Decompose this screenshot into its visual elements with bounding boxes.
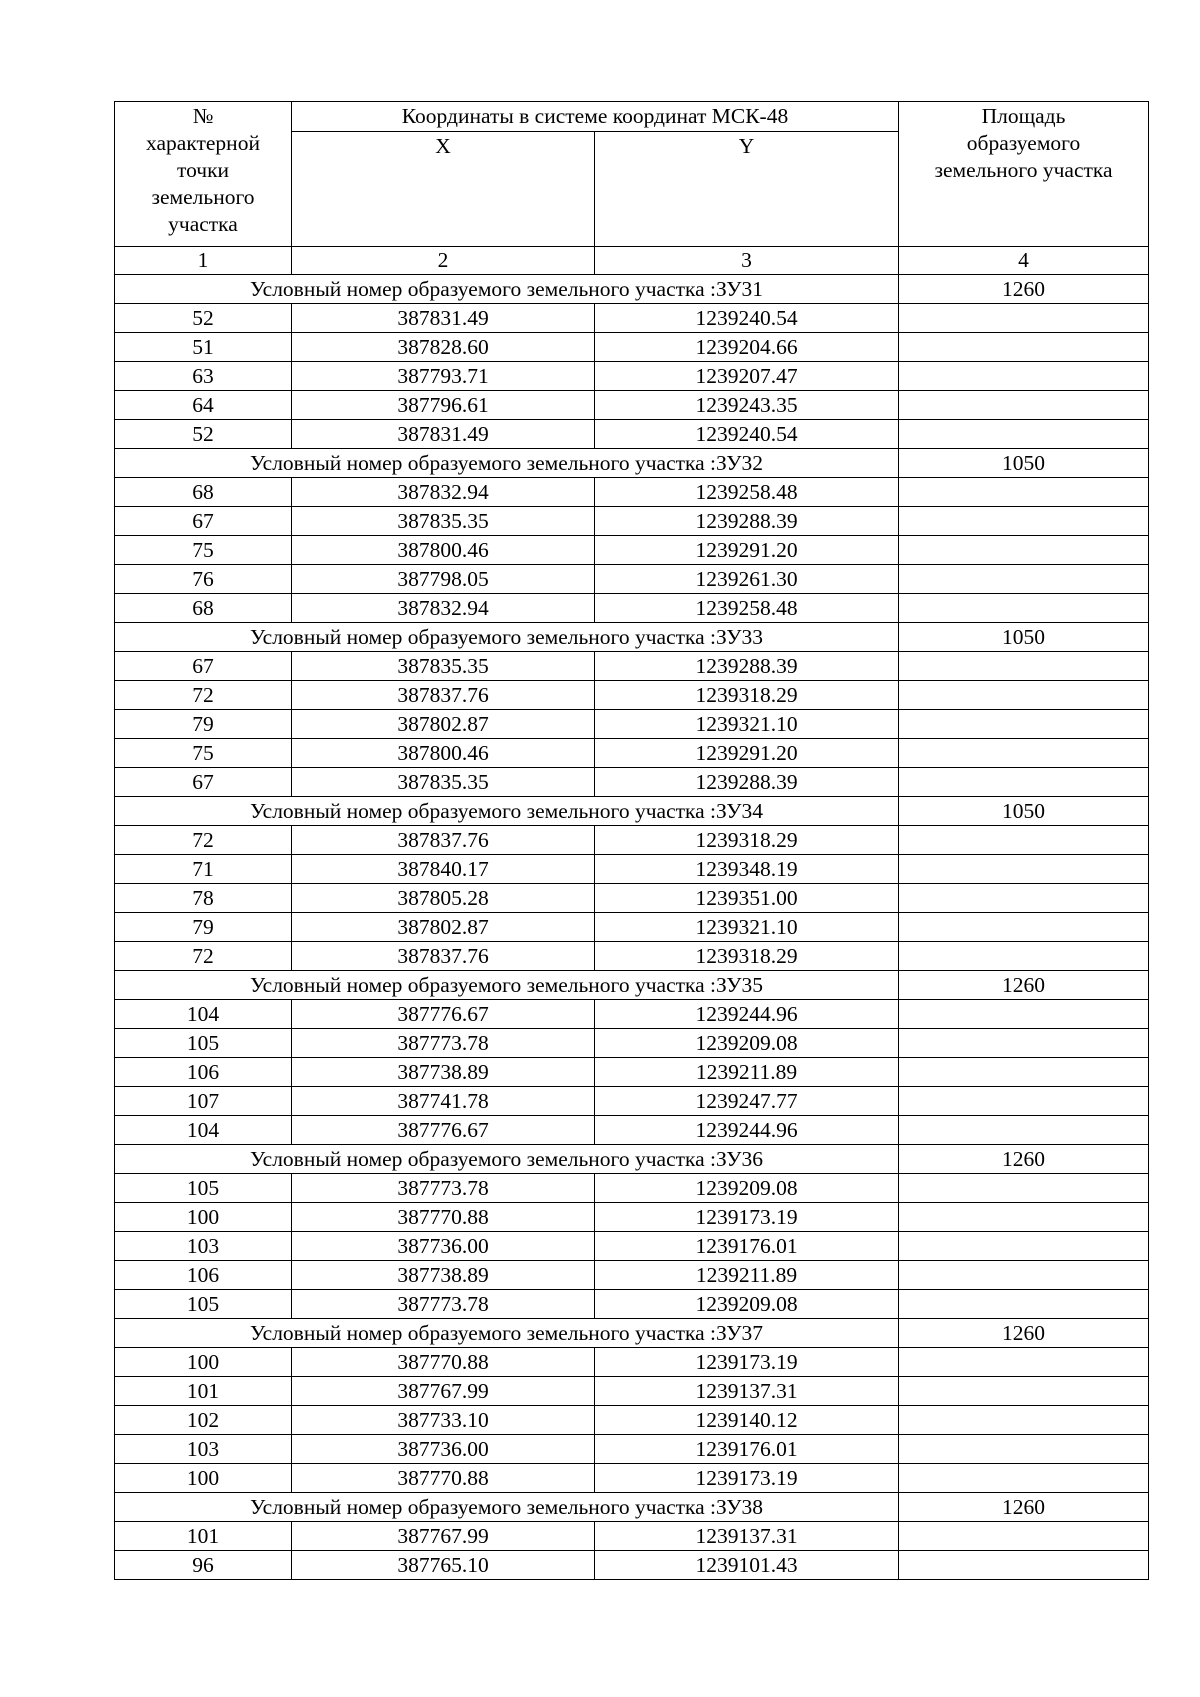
point-number: 72 <box>115 942 292 971</box>
group-label: Условный номер образуемого земельного участка :ЗУ36 <box>115 1145 899 1174</box>
x-coordinate: 387770.88 <box>292 1203 595 1232</box>
area-cell-empty <box>899 1522 1149 1551</box>
x-coordinate: 387805.28 <box>292 884 595 913</box>
x-coordinate: 387831.49 <box>292 420 595 449</box>
header-coordinates: Координаты в системе координат МСК-48 <box>292 102 899 132</box>
table-row <box>115 1203 1149 1232</box>
y-coordinate: 1239318.29 <box>595 681 899 710</box>
y-coordinate: 1239348.19 <box>595 855 899 884</box>
point-number: 72 <box>115 681 292 710</box>
table-row <box>115 1551 1149 1580</box>
x-coordinate: 387733.10 <box>292 1406 595 1435</box>
y-coordinate: 1239209.08 <box>595 1290 899 1319</box>
header-point-line: характерной <box>146 131 260 155</box>
x-coordinate: 387738.89 <box>292 1058 595 1087</box>
y-coordinate: 1239243.35 <box>595 391 899 420</box>
y-coordinate: 1239288.39 <box>595 652 899 681</box>
y-coordinate: 1239291.20 <box>595 739 899 768</box>
group-area: 1260 <box>899 1319 1149 1348</box>
y-coordinate: 1239140.12 <box>595 1406 899 1435</box>
group-row <box>115 971 1149 1000</box>
table-row <box>115 768 1149 797</box>
table-row <box>115 420 1149 449</box>
table-row <box>115 304 1149 333</box>
table-row <box>115 1058 1149 1087</box>
x-coordinate: 387802.87 <box>292 710 595 739</box>
x-coordinate: 387837.76 <box>292 942 595 971</box>
table-row <box>115 855 1149 884</box>
point-number: 75 <box>115 739 292 768</box>
point-number: 103 <box>115 1232 292 1261</box>
group-row <box>115 623 1149 652</box>
group-row <box>115 1493 1149 1522</box>
x-coordinate: 387832.94 <box>292 478 595 507</box>
header-area-line: образуемого <box>966 131 1081 155</box>
y-coordinate: 1239176.01 <box>595 1232 899 1261</box>
x-coordinate: 387776.67 <box>292 1116 595 1145</box>
point-number: 100 <box>115 1203 292 1232</box>
y-coordinate: 1239288.39 <box>595 768 899 797</box>
group-row <box>115 797 1149 826</box>
area-cell-empty <box>899 1261 1149 1290</box>
y-coordinate: 1239244.96 <box>595 1116 899 1145</box>
area-cell-empty <box>899 333 1149 362</box>
area-cell-empty <box>899 1348 1149 1377</box>
y-coordinate: 1239101.43 <box>595 1551 899 1580</box>
area-cell-empty <box>899 855 1149 884</box>
group-row <box>115 275 1149 304</box>
table-row <box>115 507 1149 536</box>
point-number: 100 <box>115 1464 292 1493</box>
point-number: 71 <box>115 855 292 884</box>
header-point-line: точки <box>176 158 230 182</box>
area-cell-empty <box>899 1464 1149 1493</box>
point-number: 106 <box>115 1261 292 1290</box>
coordinates-table-body <box>115 102 1149 1580</box>
table-row <box>115 478 1149 507</box>
y-coordinate: 1239244.96 <box>595 1000 899 1029</box>
point-number: 103 <box>115 1435 292 1464</box>
table-row <box>115 594 1149 623</box>
group-area: 1260 <box>899 275 1149 304</box>
group-label: Условный номер образуемого земельного участка :ЗУ32 <box>115 449 899 478</box>
point-number: 107 <box>115 1087 292 1116</box>
table-row <box>115 391 1149 420</box>
table-row <box>115 1290 1149 1319</box>
area-cell-empty <box>899 1116 1149 1145</box>
area-cell-empty <box>899 1551 1149 1580</box>
x-coordinate: 387767.99 <box>292 1522 595 1551</box>
area-cell-empty <box>899 1435 1149 1464</box>
point-number: 64 <box>115 391 292 420</box>
area-cell-empty <box>899 942 1149 971</box>
point-number: 101 <box>115 1377 292 1406</box>
table-row <box>115 1522 1149 1551</box>
y-coordinate: 1239211.89 <box>595 1261 899 1290</box>
group-area: 1260 <box>899 971 1149 1000</box>
group-row <box>115 449 1149 478</box>
x-coordinate: 387793.71 <box>292 362 595 391</box>
area-cell-empty <box>899 681 1149 710</box>
y-coordinate: 1239176.01 <box>595 1435 899 1464</box>
header-point-line: № <box>192 104 214 128</box>
table-header-row <box>115 102 1149 132</box>
table-row <box>115 710 1149 739</box>
group-area: 1050 <box>899 623 1149 652</box>
column-numbers-row <box>115 247 1149 275</box>
point-number: 68 <box>115 478 292 507</box>
y-coordinate: 1239351.00 <box>595 884 899 913</box>
x-coordinate: 387835.35 <box>292 768 595 797</box>
area-cell-empty <box>899 1029 1149 1058</box>
point-number: 51 <box>115 333 292 362</box>
table-row <box>115 942 1149 971</box>
table-row <box>115 1261 1149 1290</box>
x-coordinate: 387831.49 <box>292 304 595 333</box>
x-coordinate: 387776.67 <box>292 1000 595 1029</box>
table-row <box>115 1464 1149 1493</box>
group-area: 1260 <box>899 1493 1149 1522</box>
y-coordinate: 1239261.30 <box>595 565 899 594</box>
table-row <box>115 652 1149 681</box>
y-coordinate: 1239318.29 <box>595 942 899 971</box>
y-coordinate: 1239207.47 <box>595 362 899 391</box>
point-number: 104 <box>115 1116 292 1145</box>
y-coordinate: 1239209.08 <box>595 1029 899 1058</box>
y-coordinate: 1239173.19 <box>595 1203 899 1232</box>
area-cell-empty <box>899 362 1149 391</box>
y-coordinate: 1239211.89 <box>595 1058 899 1087</box>
column-number: 3 <box>595 247 899 275</box>
header-area-line: земельного участка <box>934 158 1113 182</box>
y-coordinate: 1239173.19 <box>595 1348 899 1377</box>
y-coordinate: 1239137.31 <box>595 1377 899 1406</box>
table-row <box>115 1029 1149 1058</box>
table-row <box>115 1116 1149 1145</box>
point-number: 67 <box>115 652 292 681</box>
x-coordinate: 387767.99 <box>292 1377 595 1406</box>
y-coordinate: 1239258.48 <box>595 594 899 623</box>
table-row <box>115 565 1149 594</box>
point-number: 52 <box>115 304 292 333</box>
area-cell-empty <box>899 1058 1149 1087</box>
group-area: 1050 <box>899 797 1149 826</box>
table-row <box>115 1087 1149 1116</box>
table-row <box>115 1232 1149 1261</box>
area-cell-empty <box>899 884 1149 913</box>
table-row <box>115 333 1149 362</box>
y-coordinate: 1239137.31 <box>595 1522 899 1551</box>
y-coordinate: 1239258.48 <box>595 478 899 507</box>
table-row <box>115 1000 1149 1029</box>
area-cell-empty <box>899 652 1149 681</box>
table-row <box>115 913 1149 942</box>
point-number: 79 <box>115 913 292 942</box>
header-area-line: Площадь <box>981 104 1066 128</box>
x-coordinate: 387736.00 <box>292 1435 595 1464</box>
table-row <box>115 1348 1149 1377</box>
x-coordinate: 387837.76 <box>292 681 595 710</box>
group-label: Условный номер образуемого земельного участка :ЗУ38 <box>115 1493 899 1522</box>
area-cell-empty <box>899 536 1149 565</box>
group-row <box>115 1319 1149 1348</box>
area-cell-empty <box>899 826 1149 855</box>
point-number: 67 <box>115 768 292 797</box>
table-row <box>115 1435 1149 1464</box>
column-number: 2 <box>292 247 595 275</box>
point-number: 76 <box>115 565 292 594</box>
point-number: 101 <box>115 1522 292 1551</box>
area-cell-empty <box>899 1406 1149 1435</box>
area-cell-empty <box>899 768 1149 797</box>
column-number: 4 <box>899 247 1149 275</box>
point-number: 105 <box>115 1290 292 1319</box>
point-number: 102 <box>115 1406 292 1435</box>
area-cell-empty <box>899 1087 1149 1116</box>
area-cell-empty <box>899 304 1149 333</box>
point-number: 105 <box>115 1029 292 1058</box>
x-coordinate: 387796.61 <box>292 391 595 420</box>
x-coordinate: 387802.87 <box>292 913 595 942</box>
x-coordinate: 387832.94 <box>292 594 595 623</box>
header-point-line: участка <box>168 212 238 236</box>
table-row <box>115 362 1149 391</box>
area-cell-empty <box>899 1290 1149 1319</box>
x-coordinate: 387840.17 <box>292 855 595 884</box>
group-label: Условный номер образуемого земельного участка :ЗУ37 <box>115 1319 899 1348</box>
point-number: 72 <box>115 826 292 855</box>
y-coordinate: 1239321.10 <box>595 913 899 942</box>
table-row <box>115 1406 1149 1435</box>
group-label: Условный номер образуемого земельного участка :ЗУ35 <box>115 971 899 1000</box>
area-cell-empty <box>899 420 1149 449</box>
area-cell-empty <box>899 913 1149 942</box>
group-label: Условный номер образуемого земельного участка :ЗУ31 <box>115 275 899 304</box>
area-cell-empty <box>899 710 1149 739</box>
x-coordinate: 387798.05 <box>292 565 595 594</box>
x-coordinate: 387770.88 <box>292 1464 595 1493</box>
point-number: 52 <box>115 420 292 449</box>
point-number: 67 <box>115 507 292 536</box>
area-cell-empty <box>899 507 1149 536</box>
table-row <box>115 536 1149 565</box>
table-row <box>115 884 1149 913</box>
x-coordinate: 387773.78 <box>292 1290 595 1319</box>
header-x: X <box>292 132 595 247</box>
y-coordinate: 1239291.20 <box>595 536 899 565</box>
x-coordinate: 387770.88 <box>292 1348 595 1377</box>
header-point-number <box>115 102 292 247</box>
point-number: 104 <box>115 1000 292 1029</box>
y-coordinate: 1239204.66 <box>595 333 899 362</box>
x-coordinate: 387835.35 <box>292 507 595 536</box>
y-coordinate: 1239318.29 <box>595 826 899 855</box>
area-cell-empty <box>899 565 1149 594</box>
area-cell-empty <box>899 478 1149 507</box>
area-cell-empty <box>899 1377 1149 1406</box>
x-coordinate: 387800.46 <box>292 739 595 768</box>
area-cell-empty <box>899 1232 1149 1261</box>
x-coordinate: 387738.89 <box>292 1261 595 1290</box>
table-row <box>115 1377 1149 1406</box>
column-number: 1 <box>115 247 292 275</box>
header-y: Y <box>595 132 899 247</box>
point-number: 96 <box>115 1551 292 1580</box>
coordinates-table <box>114 101 1149 1580</box>
group-label: Условный номер образуемого земельного участка :ЗУ34 <box>115 797 899 826</box>
x-coordinate: 387828.60 <box>292 333 595 362</box>
x-coordinate: 387800.46 <box>292 536 595 565</box>
group-area: 1260 <box>899 1145 1149 1174</box>
point-number: 79 <box>115 710 292 739</box>
area-cell-empty <box>899 1203 1149 1232</box>
x-coordinate: 387837.76 <box>292 826 595 855</box>
point-number: 105 <box>115 1174 292 1203</box>
group-row <box>115 1145 1149 1174</box>
y-coordinate: 1239240.54 <box>595 304 899 333</box>
point-number: 68 <box>115 594 292 623</box>
x-coordinate: 387736.00 <box>292 1232 595 1261</box>
point-number: 106 <box>115 1058 292 1087</box>
x-coordinate: 387765.10 <box>292 1551 595 1580</box>
area-cell-empty <box>899 594 1149 623</box>
x-coordinate: 387835.35 <box>292 652 595 681</box>
area-cell-empty <box>899 391 1149 420</box>
area-cell-empty <box>899 739 1149 768</box>
table-row <box>115 826 1149 855</box>
y-coordinate: 1239247.77 <box>595 1087 899 1116</box>
table-row <box>115 681 1149 710</box>
table-row <box>115 739 1149 768</box>
table-row <box>115 1174 1149 1203</box>
y-coordinate: 1239240.54 <box>595 420 899 449</box>
y-coordinate: 1239209.08 <box>595 1174 899 1203</box>
point-number: 75 <box>115 536 292 565</box>
point-number: 100 <box>115 1348 292 1377</box>
x-coordinate: 387773.78 <box>292 1174 595 1203</box>
group-area: 1050 <box>899 449 1149 478</box>
group-label: Условный номер образуемого земельного участка :ЗУ33 <box>115 623 899 652</box>
y-coordinate: 1239173.19 <box>595 1464 899 1493</box>
y-coordinate: 1239321.10 <box>595 710 899 739</box>
y-coordinate: 1239288.39 <box>595 507 899 536</box>
header-point-line: земельного <box>151 185 255 209</box>
x-coordinate: 387773.78 <box>292 1029 595 1058</box>
area-cell-empty <box>899 1174 1149 1203</box>
point-number: 78 <box>115 884 292 913</box>
area-cell-empty <box>899 1000 1149 1029</box>
x-coordinate: 387741.78 <box>292 1087 595 1116</box>
point-number: 63 <box>115 362 292 391</box>
header-area <box>899 102 1149 247</box>
